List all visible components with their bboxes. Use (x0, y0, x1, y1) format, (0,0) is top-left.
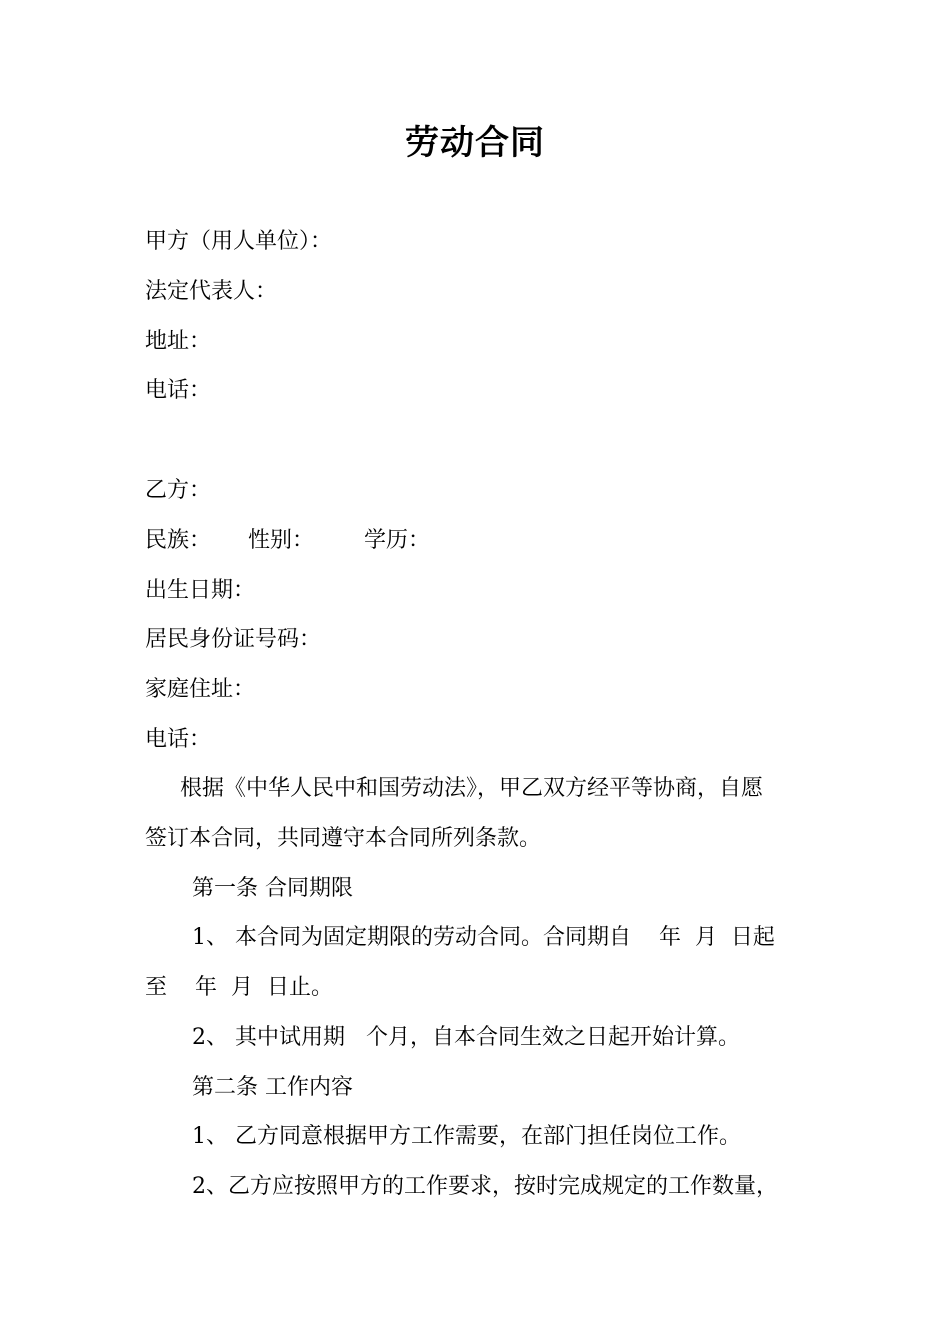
party-b-birth-date-label: 出生日期： (145, 578, 256, 603)
article-1-item-1-line-2: 至 年 月 日止。 (145, 975, 333, 1000)
party-a-legal-rep-label: 法定代表人： (145, 279, 278, 304)
party-a-name-label: 甲方（用人单位）： (145, 229, 333, 254)
education-label: 学历： (364, 528, 431, 553)
preamble-line-2: 签订本合同，共同遵守本合同所列条款。 (145, 826, 542, 851)
party-b-phone-label: 电话： (145, 727, 212, 752)
party-b-home-address-label: 家庭住址： (145, 677, 256, 702)
ethnicity-label: 民族： (145, 528, 212, 553)
document-title: 劳动合同 (405, 123, 545, 163)
party-b-id-number-label: 居民身份证号码： (145, 627, 322, 652)
article-2-item-1: 1、 乙方同意根据甲方工作需要，在部门担任岗位工作。 (192, 1124, 741, 1149)
preamble-line-1: 根据《中华人民中和国劳动法》，甲乙双方经平等协商，自愿 (180, 776, 764, 801)
article-1-item-1-line-1: 1、 本合同为固定期限的劳动合同。合同期自 年 月 日起 (192, 925, 775, 950)
party-b-name-label: 乙方： (145, 478, 212, 503)
article-1-item-2: 2、 其中试用期 个月，自本合同生效之日起开始计算。 (192, 1025, 740, 1050)
party-b-demographics-row (145, 526, 430, 556)
party-a-phone-label: 电话： (145, 378, 212, 403)
party-a-address-label: 地址： (145, 329, 212, 354)
article-1-heading: 第一条 合同期限 (192, 876, 353, 901)
article-2-heading: 第二条 工作内容 (192, 1075, 353, 1100)
article-2-item-2: 2、乙方应按照甲方的工作要求，按时完成规定的工作数量， (192, 1174, 778, 1199)
gender-label: 性别： (248, 528, 315, 553)
